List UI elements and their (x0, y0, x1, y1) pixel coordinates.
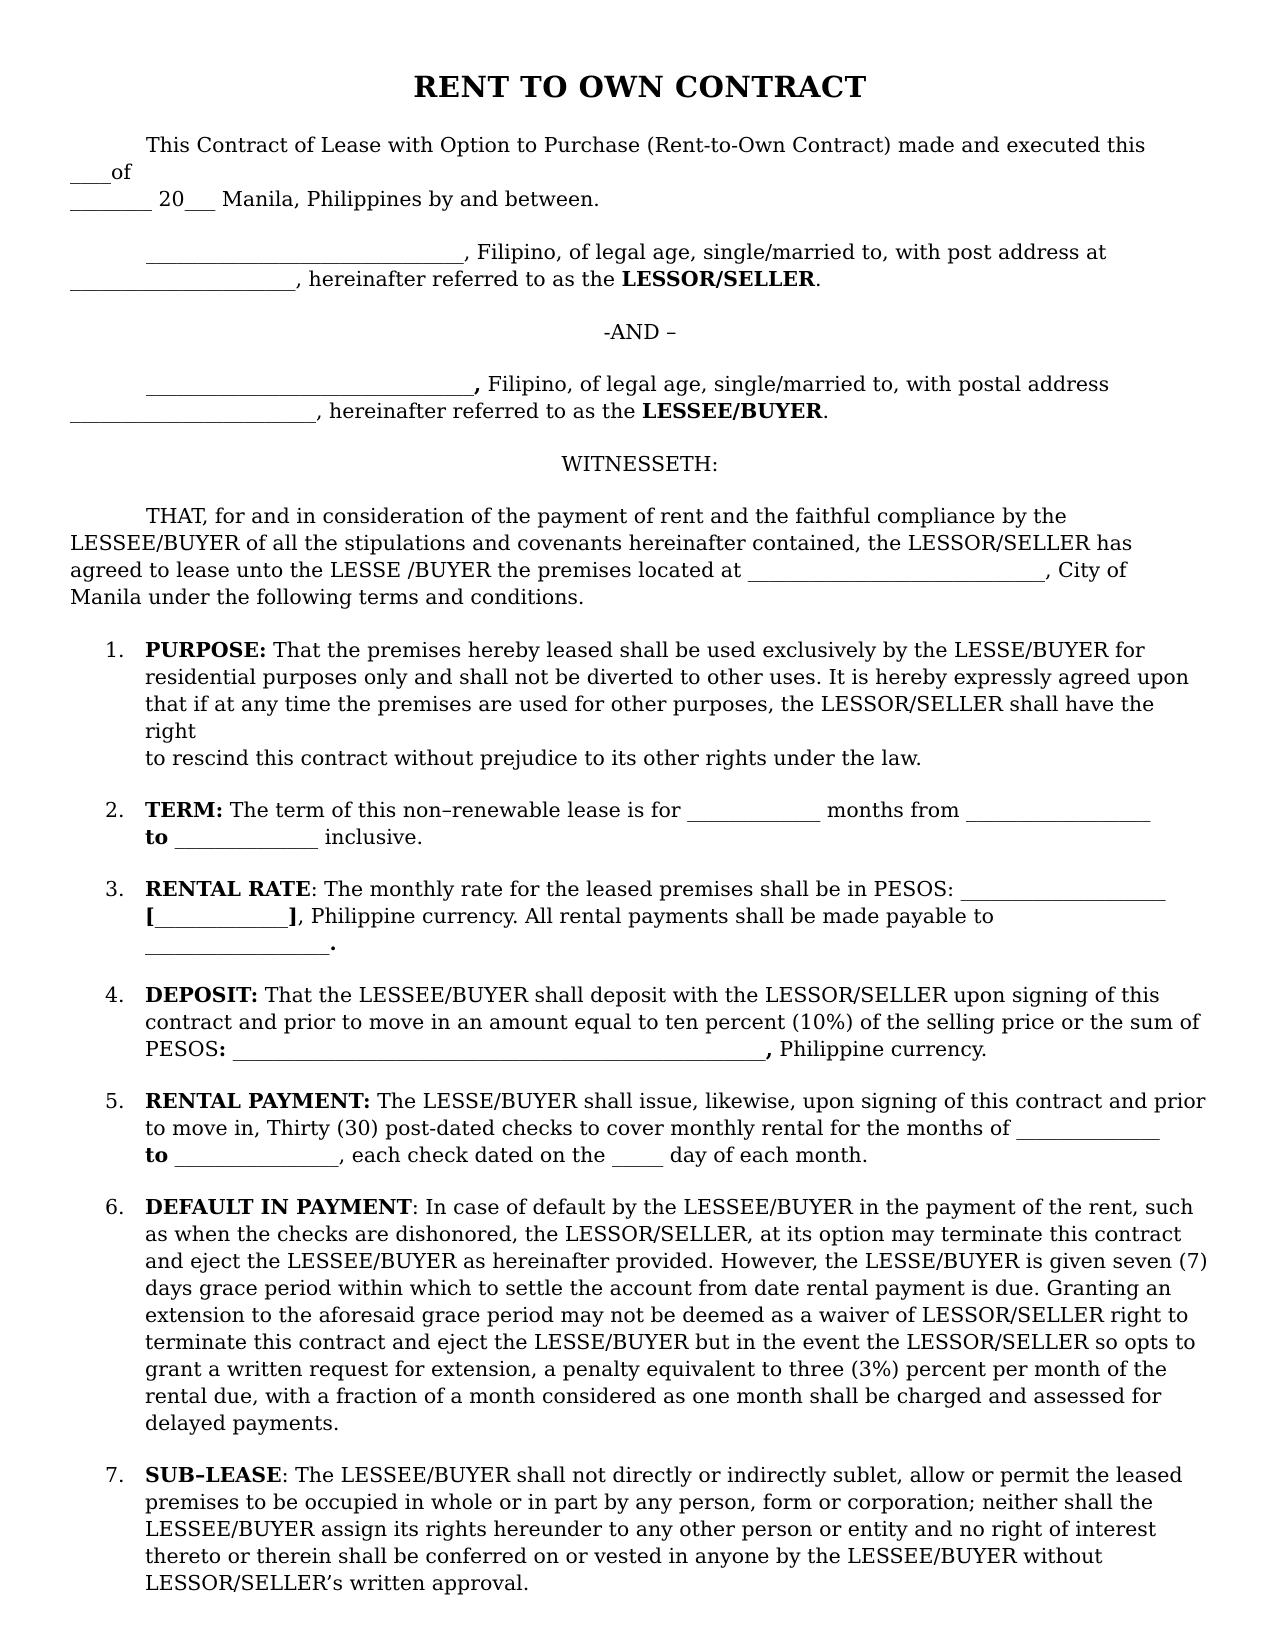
clause-number: 7. (105, 1463, 125, 1487)
clause-number: 3. (105, 877, 125, 901)
clause-number: 1. (105, 638, 125, 662)
document-title: RENT TO OWN CONTRACT (413, 70, 867, 104)
clause-number: 2. (105, 798, 125, 822)
clause-7-sub-lease (105, 1462, 1210, 1597)
clause-1-purpose (105, 637, 1210, 772)
recital-paragraph: THAT, for and in consideration of the payment of rent and the faithful compliance by the LESSEE/BUYER of all the stipulations and covenants hereinafter contained, the LESSOR/SELLER has agreed to lease unto the LESSE /BUYER the premises located at _____________________________, City of Manila under the following terms and conditions. (70, 504, 1133, 609)
clause-3-rental-rate (105, 876, 1210, 957)
clause-body: RENTAL RATE: The monthly rate for the leased premises shall be in PESOS: ____________________ [_____________], Philippine currency. All rental payments shall be made payable to __________________. (145, 877, 1166, 955)
lessor-paragraph: _______________________________, Filipino, of legal age, single/married to, with post address at ______________________, hereinafter referred to as the LESSOR/SELLER. (70, 240, 1107, 291)
and-separator: -AND – (603, 320, 677, 344)
clause-number: 6. (105, 1195, 125, 1219)
clause-body: DEPOSIT: That the LESSEE/BUYER shall deposit with the LESSOR/SELLER upon signing of this contract and prior to move in an amount equal to ten percent (10%) of the selling price or the sum of PESOS: ____________________________________________________, Philippine currency. (145, 983, 1200, 1061)
intro-paragraph: This Contract of Lease with Option to Purchase (Rent-to-Own Contract) made and executed this ____of ________ 20___ Manila, Philippines by and between. (70, 133, 1146, 211)
clause-2-term (105, 797, 1210, 851)
witnesseth-heading: WITNESSETH: (561, 452, 719, 476)
clause-number: 5. (105, 1089, 125, 1113)
clause-4-deposit (105, 982, 1210, 1063)
clause-number: 4. (105, 983, 125, 1007)
clause-body: DEFAULT IN PAYMENT: In case of default by the LESSEE/BUYER in the payment of the rent, such as when the checks are dishonored, the LESSOR/SELLER, at its option may terminate this contract and eject the LESSEE/BUYER as hereinafter provided. However, the LESSE/BUYER is given seven (7) days grace period within which to settle the account from date rental payment is due. Granting an extension to the aforesaid grace period may not be deemed as a waiver of LESSOR/SELLER right to terminate this contract and eject the LESSE/BUYER but in the event the LESSOR/SELLER so opts to grant a written request for extension, a penalty equivalent to three (3%) percent per month of the rental due, with a fraction of a month considered as one month shall be charged and assessed for delayed payments. (145, 1195, 1208, 1435)
lessee-paragraph: ________________________________, Filipino, of legal age, single/married to, with postal address ________________________, hereinafter referred to as the LESSEE/BUYER. (70, 372, 1110, 423)
clause-body: SUB–LEASE: The LESSEE/BUYER shall not directly or indirectly sublet, allow or permit the leased premises to be occupied in whole or in part by any person, form or corporation; neither shall the LESSEE/BUYER assign its rights hereunder to any other person or entity and no right of interest thereto or therein shall be conferred on or vested in anyone by the LESSEE/BUYER without LESSOR/SELLER’s written approval. (145, 1463, 1183, 1595)
clause-5-rental-payment (105, 1088, 1210, 1169)
clause-6-default-in-payment (105, 1194, 1210, 1437)
clause-body: TERM: The term of this non–renewable lease is for _____________ months from __________________ to ______________ inclusive. (145, 798, 1151, 849)
clause-body: PURPOSE: That the premises hereby leased shall be used exclusively by the LESSE/BUYER for residential purposes only and shall not be diverted to other uses. It is hereby expressly agreed upon that if at any time the premises are used for other purposes, the LESSOR/SELLER shall have the right to rescind this contract without prejudice to its other rights under the law. (145, 638, 1189, 770)
clause-body: RENTAL PAYMENT: The LESSE/BUYER shall issue, likewise, upon signing of this contract and prior to move in, Thirty (30) post-dated checks to cover monthly rental for the months of ______________ to ________________, each check dated on the _____ day of each month. (145, 1089, 1206, 1167)
